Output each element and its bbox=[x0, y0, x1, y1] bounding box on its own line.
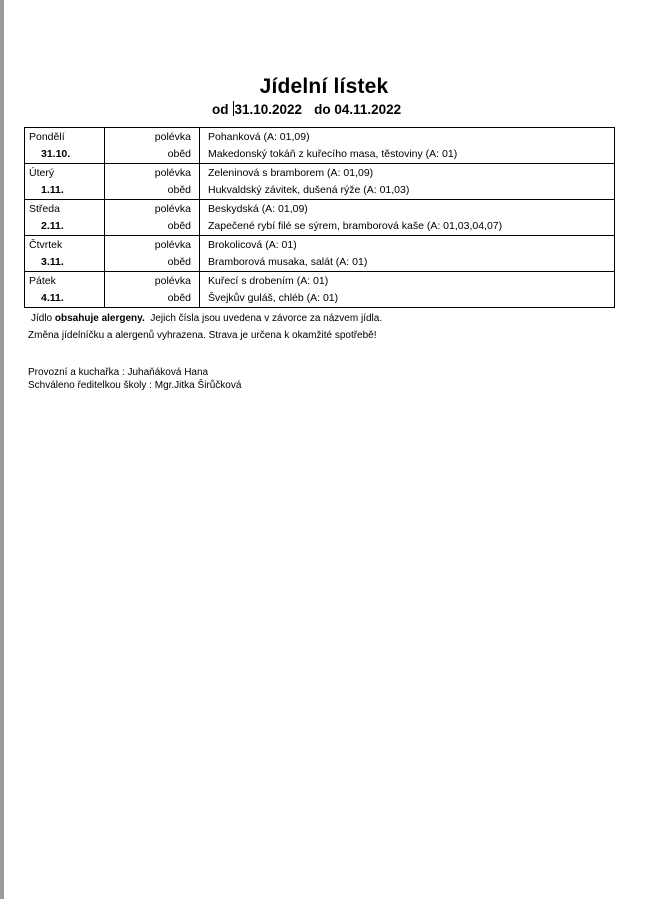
table-row bbox=[25, 200, 615, 219]
course-label: oběd bbox=[105, 218, 200, 236]
day-name: Pondělí bbox=[25, 128, 105, 147]
document-title: Jídelní lístek bbox=[259, 75, 389, 98]
to-label: do bbox=[314, 102, 331, 117]
date-range bbox=[212, 101, 401, 117]
notes bbox=[28, 310, 382, 344]
from-date: 31.10.2022 bbox=[234, 102, 303, 117]
course-label: oběd bbox=[105, 146, 200, 164]
day-date: 4.11. bbox=[25, 290, 105, 308]
course-label: oběd bbox=[105, 290, 200, 308]
day-name: Středa bbox=[25, 200, 105, 219]
text-cursor bbox=[233, 101, 234, 116]
table-row bbox=[25, 236, 615, 255]
dish-main: Bramborová musaka, salát (A: 01) bbox=[200, 254, 615, 272]
table-row bbox=[25, 164, 615, 183]
allergen-bold: obsahuje alergeny. bbox=[54, 313, 145, 324]
cook-line: Provozní a kuchařka : Juhaňáková Hana bbox=[28, 367, 209, 378]
table-row bbox=[25, 146, 615, 164]
course-label: polévka bbox=[105, 200, 200, 219]
course-label: oběd bbox=[105, 254, 200, 272]
day-name: Pátek bbox=[25, 272, 105, 291]
dish-soup: Brokolicová (A: 01) bbox=[200, 236, 615, 255]
course-label: polévka bbox=[105, 164, 200, 183]
day-date: 3.11. bbox=[25, 254, 105, 272]
dish-main: Švejkův guláš, chléb (A: 01) bbox=[200, 290, 615, 308]
table-row bbox=[25, 272, 615, 291]
day-date: 2.11. bbox=[25, 218, 105, 236]
dish-soup: Zeleninová s bramborem (A: 01,09) bbox=[200, 164, 615, 183]
dish-soup: Beskydská (A: 01,09) bbox=[200, 200, 615, 219]
day-date: 31.10. bbox=[25, 146, 105, 164]
day-name: Čtvrtek bbox=[25, 236, 105, 255]
course-label: oběd bbox=[105, 182, 200, 200]
course-label: polévka bbox=[105, 236, 200, 255]
allergen-note bbox=[28, 310, 382, 327]
approval-line: Schváleno ředitelkou školy : Mgr.Jitka Širůčková bbox=[28, 380, 242, 391]
table-row bbox=[25, 128, 615, 147]
change-note: Změna jídelníčku a alergenů vyhrazena. Strava je určena k okamžité spotřebě! bbox=[28, 330, 377, 341]
to-date: 04.11.2022 bbox=[334, 102, 402, 117]
table-row bbox=[25, 182, 615, 200]
dish-main: Zapečené rybí filé se sýrem, bramborová kaše (A: 01,03,04,07) bbox=[200, 218, 615, 236]
allergen-prefix: Jídlo bbox=[31, 313, 53, 324]
table-row bbox=[25, 254, 615, 272]
day-date: 1.11. bbox=[25, 182, 105, 200]
allergen-rest: Jejich čísla jsou uvedena v závorce za názvem jídla. bbox=[150, 313, 383, 324]
course-label: polévka bbox=[105, 272, 200, 291]
menu-table bbox=[24, 127, 615, 308]
table-row bbox=[25, 290, 615, 308]
staff-block bbox=[28, 366, 241, 392]
dish-soup: Kuřecí s drobením (A: 01) bbox=[200, 272, 615, 291]
dish-main: Hukvaldský závitek, dušená rýže (A: 01,03) bbox=[200, 182, 615, 200]
course-label: polévka bbox=[105, 128, 200, 147]
from-label: od bbox=[212, 102, 229, 117]
dish-main: Makedonský tokáň z kuřecího masa, těstoviny (A: 01) bbox=[200, 146, 615, 164]
day-name: Úterý bbox=[25, 164, 105, 183]
table-row bbox=[25, 218, 615, 236]
dish-soup: Pohanková (A: 01,09) bbox=[200, 128, 615, 147]
